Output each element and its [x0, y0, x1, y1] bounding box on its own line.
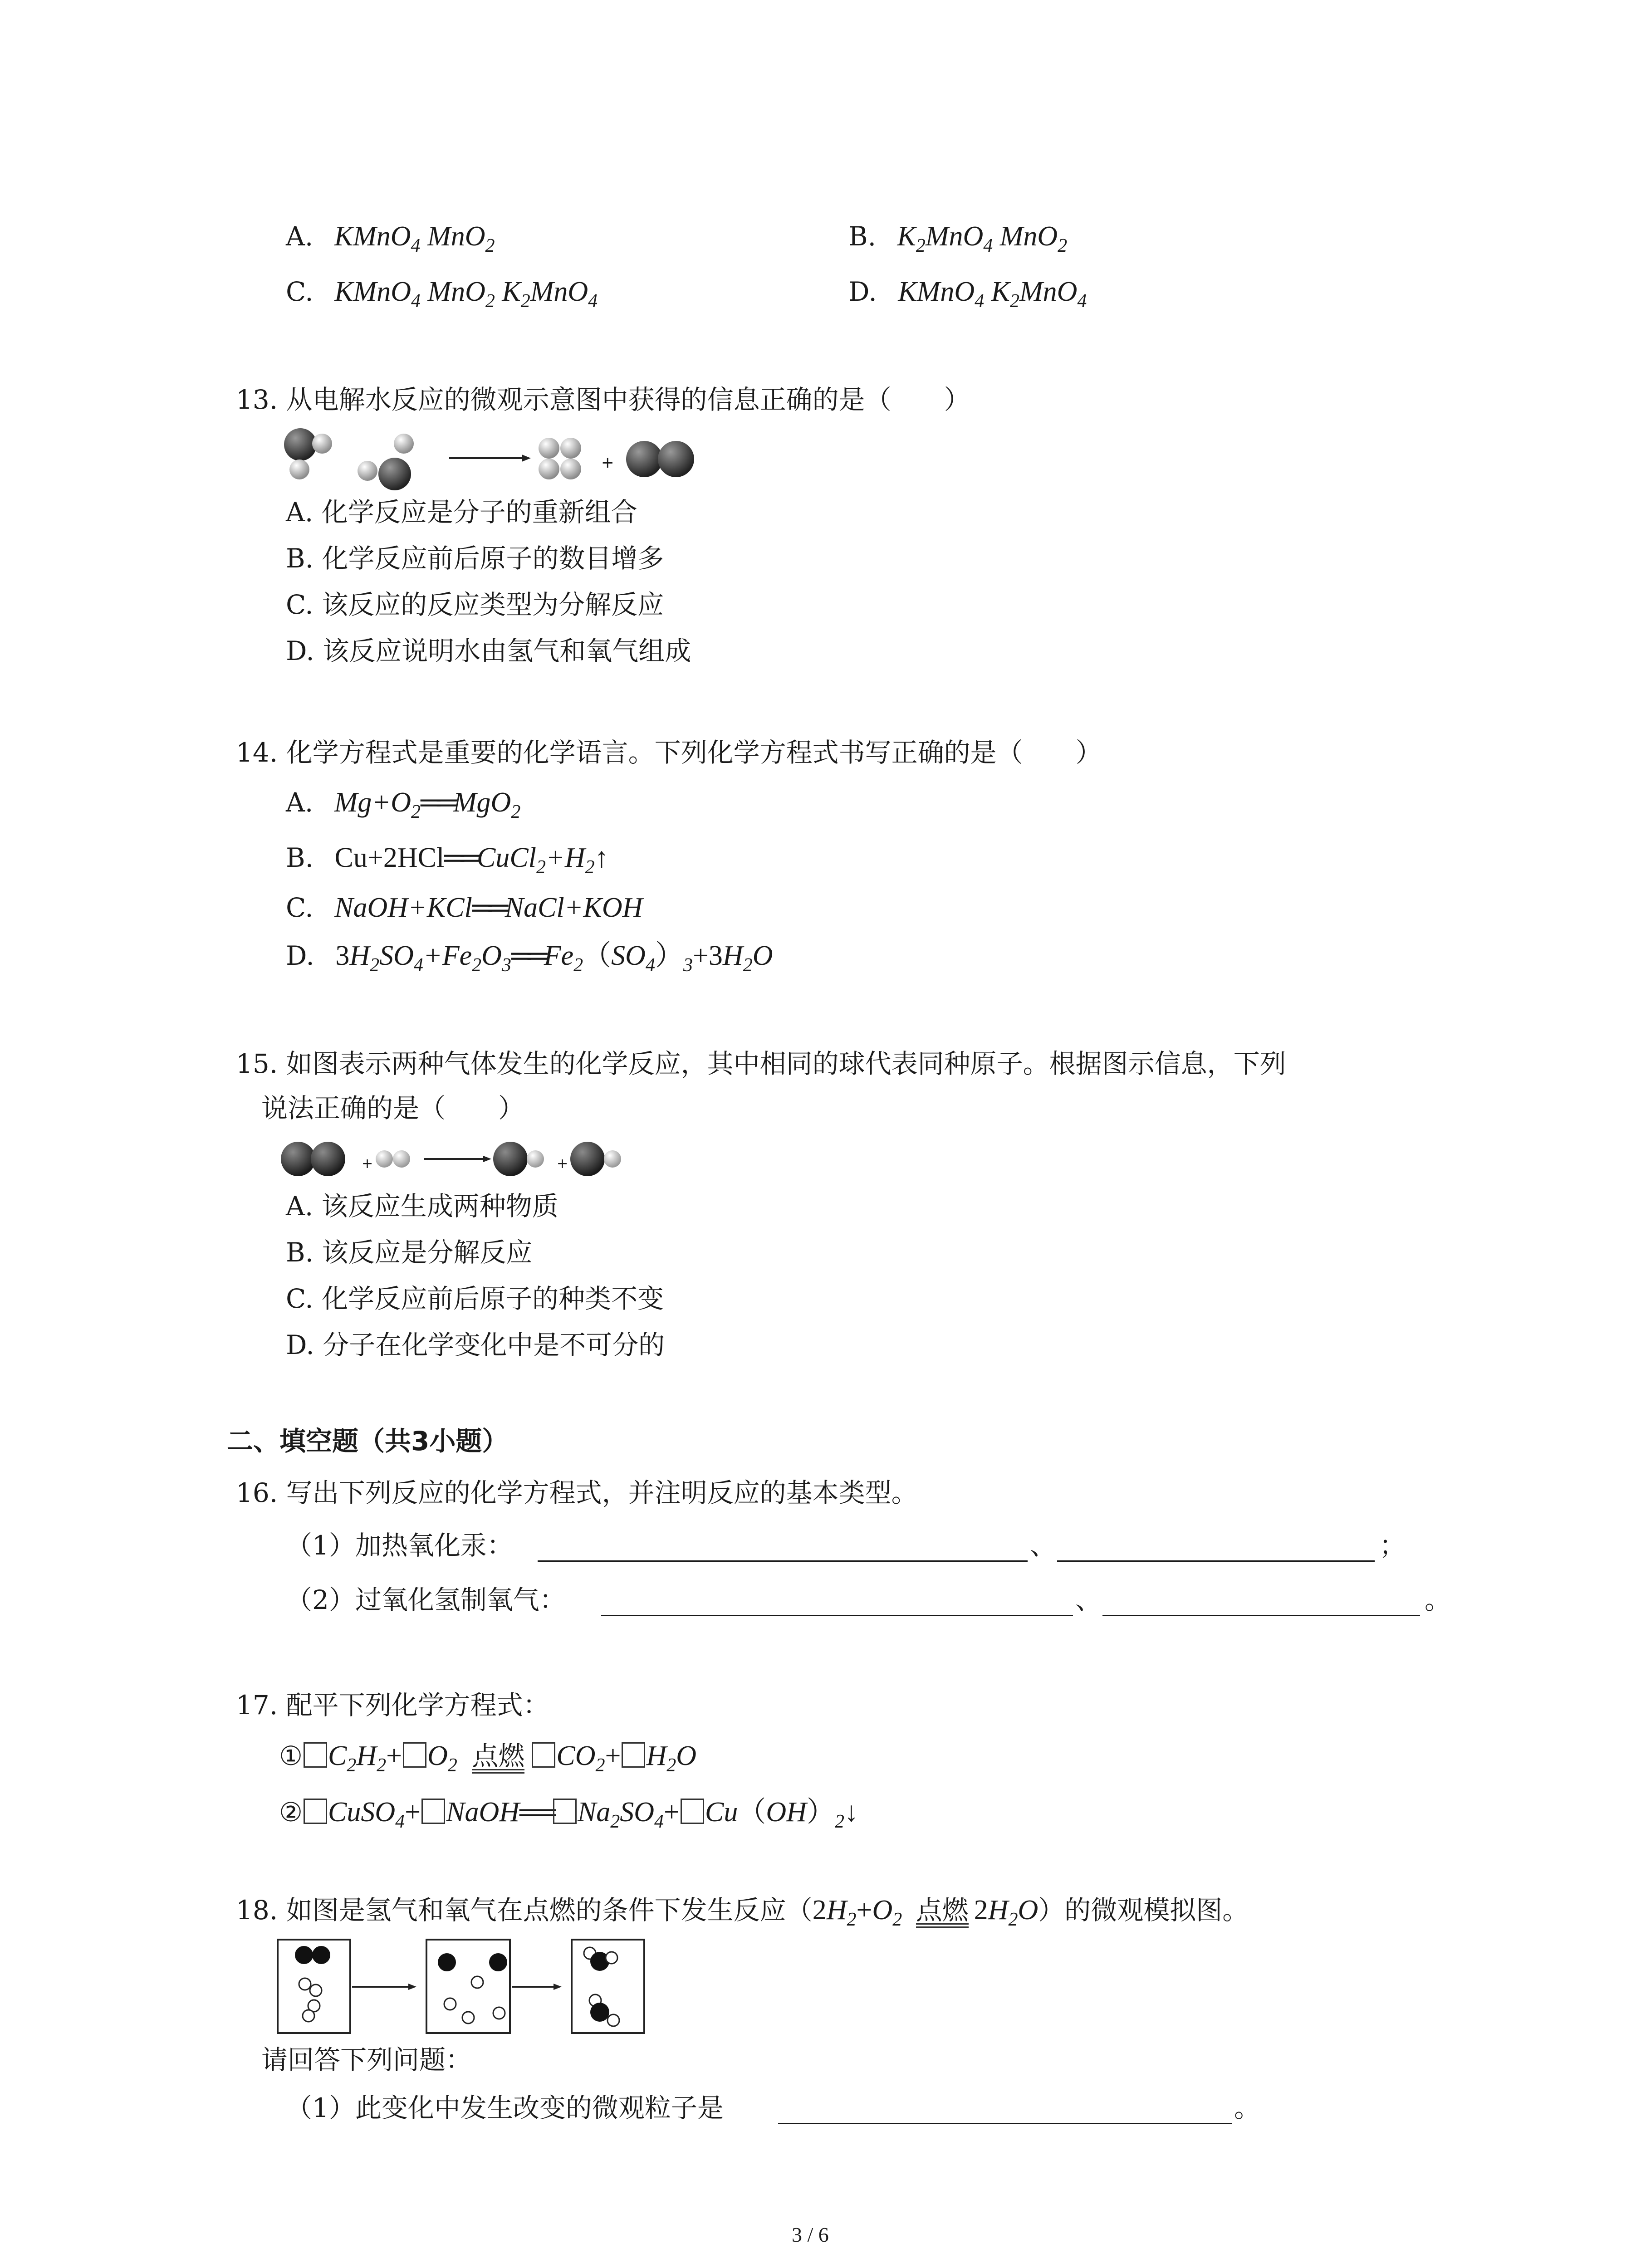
page-number: 3 / 6 — [792, 2223, 829, 2246]
q17-equation-2: ② CuSO$_4$+ NaOH══ $Na_2SO_4+$ $Cu(OH)_2↓$ — [279, 1797, 858, 1832]
q15-option-b: B. 该反应是分解反应 — [286, 1237, 533, 1268]
q12-option-a — [286, 220, 495, 256]
q14-d-equation: $3H_2SO_4+Fe_2O_3══Fe_2(SO_4)_3+3H_2O$ — [335, 940, 773, 976]
item-number: ② — [279, 1797, 303, 1828]
q18-item1-label: （1）此变化中发生改变的微观粒子是 — [286, 2092, 724, 2123]
q13-option-c: C. 该反应的反应类型为分解反应 — [286, 589, 664, 620]
q12-a-formula: KMnO$_4$ MnO$_2$ — [334, 221, 495, 256]
q12-option-c — [286, 276, 598, 312]
q13-option-a: A. 化学反应是分子的重新组合 — [286, 497, 637, 528]
option-label: D. — [848, 276, 877, 307]
separator: 、 — [1030, 1530, 1057, 1561]
q14-c-equation: NaOH+KCl══NaCl+KOH — [334, 892, 643, 923]
q15-option-c: C. 化学反应前后原子的种类不变 — [286, 1283, 664, 1314]
q14-option-a — [286, 787, 521, 822]
q14-option-b — [286, 842, 609, 878]
q15-reaction-diagram — [279, 1134, 642, 1184]
q18-stem-part1: 18. 如图是氢气和氧气在点燃的条件下发生反应（ — [236, 1895, 813, 1926]
q12-option-b — [848, 220, 1068, 256]
plus-sign: + — [601, 454, 614, 472]
separator: 、 — [1075, 1584, 1102, 1615]
period: 。 — [1234, 2092, 1261, 2123]
q16-stem: 16. 写出下列反应的化学方程式，并注明反应的基本类型。 — [236, 1477, 918, 1508]
q16-item1-blank-equation[interactable] — [538, 1560, 1028, 1562]
q15-stem-line2: 说法正确的是（ ） — [261, 1093, 525, 1124]
coefficient-box[interactable] — [553, 1799, 577, 1824]
q16-item2-blank-equation[interactable] — [601, 1615, 1073, 1616]
q14-option-d — [286, 940, 773, 976]
coefficient-box[interactable] — [304, 1799, 327, 1824]
reaction-condition: 点燃 — [472, 1740, 525, 1771]
q14-stem: 14. 化学方程式是重要的化学语言。下列化学方程式书写正确的是（ ） — [236, 737, 1102, 768]
q15-option-a: A. 该反应生成两种物质 — [286, 1191, 558, 1222]
q18-micro-simulation-diagram — [272, 1937, 681, 2037]
plus-sign: + — [557, 1156, 568, 1172]
option-label: B. — [286, 842, 314, 873]
q12-option-d — [848, 276, 1087, 312]
q13-option-d: D. 该反应说明水由氢气和氧气组成 — [286, 635, 691, 666]
option-label: C. — [286, 276, 314, 307]
q12-b-formula: $K_2MnO_4$ MnO$_2$ — [897, 221, 1068, 256]
reaction-condition: 点燃 — [916, 1895, 969, 1926]
coefficient-box[interactable] — [421, 1799, 445, 1824]
semicolon: ； — [1379, 1530, 1406, 1561]
q13-reaction-diagram — [277, 426, 721, 494]
coefficient-box[interactable] — [304, 1742, 327, 1768]
q12-d-formula: KMnO$_4$ $K_2MnO_4$ — [898, 276, 1087, 312]
q15-stem-line1: 15. 如图表示两种气体发生的化学反应，其中相同的球代表同种原子。根据图示信息，下列 — [236, 1048, 1286, 1079]
q17-stem: 17. 配平下列化学方程式： — [236, 1690, 549, 1721]
section-title: 二、填空题（共3小题） — [227, 1426, 509, 1457]
coefficient-box[interactable] — [681, 1799, 704, 1824]
coefficient-box[interactable] — [532, 1742, 555, 1768]
option-label: D. — [286, 940, 314, 971]
q15-option-d: D. 分子在化学变化中是不可分的 — [286, 1330, 665, 1360]
q16-item1-label: （1）加热氧化汞： — [286, 1530, 513, 1561]
plus-sign: + — [362, 1156, 373, 1172]
q18-prompt: 请回答下列问题： — [261, 2044, 472, 2075]
item-number: ① — [279, 1740, 303, 1771]
q14-option-c — [286, 892, 642, 924]
option-label: C. — [286, 892, 314, 923]
q14-b-equation: $Cu+2HCl══CuCl_2+H_2↑$ — [334, 842, 609, 878]
q16-item2-blank-type[interactable] — [1102, 1615, 1420, 1616]
q17-equation-1: ① $C_2H_2+ O_2$ 点燃 $CO_2+ H_2O$ — [279, 1740, 697, 1776]
option-label: B. — [848, 221, 877, 252]
option-label: A. — [286, 221, 314, 252]
q18-item1-blank[interactable] — [778, 2123, 1232, 2124]
q16-item2-label: （2）过氧化氢制氧气： — [286, 1584, 566, 1615]
q16-item1-blank-type[interactable] — [1057, 1560, 1375, 1562]
option-label: A. — [286, 787, 314, 818]
q13-option-b: B. 化学反应前后原子的数目增多 — [286, 543, 664, 574]
q18-stem-part2: ）的微观模拟图。 — [1038, 1895, 1249, 1926]
period: 。 — [1425, 1584, 1451, 1615]
q13-stem: 13. 从电解水反应的微观示意图中获得的信息正确的是（ ） — [236, 384, 970, 415]
q18-stem: 18. 如图是氢气和氧气在点燃的条件下发生反应（$2H_2+O_2$ 点燃 $2H_2O$）的微观模拟图。 — [236, 1895, 1249, 1930]
q12-c-formula: KMnO$_4$ MnO$_2$ $K_2MnO_4$ — [334, 276, 598, 312]
q14-a-equation: $Mg+O_2══MgO_2$ — [334, 787, 521, 822]
coefficient-box[interactable] — [403, 1742, 426, 1768]
coefficient-box[interactable] — [622, 1742, 645, 1768]
